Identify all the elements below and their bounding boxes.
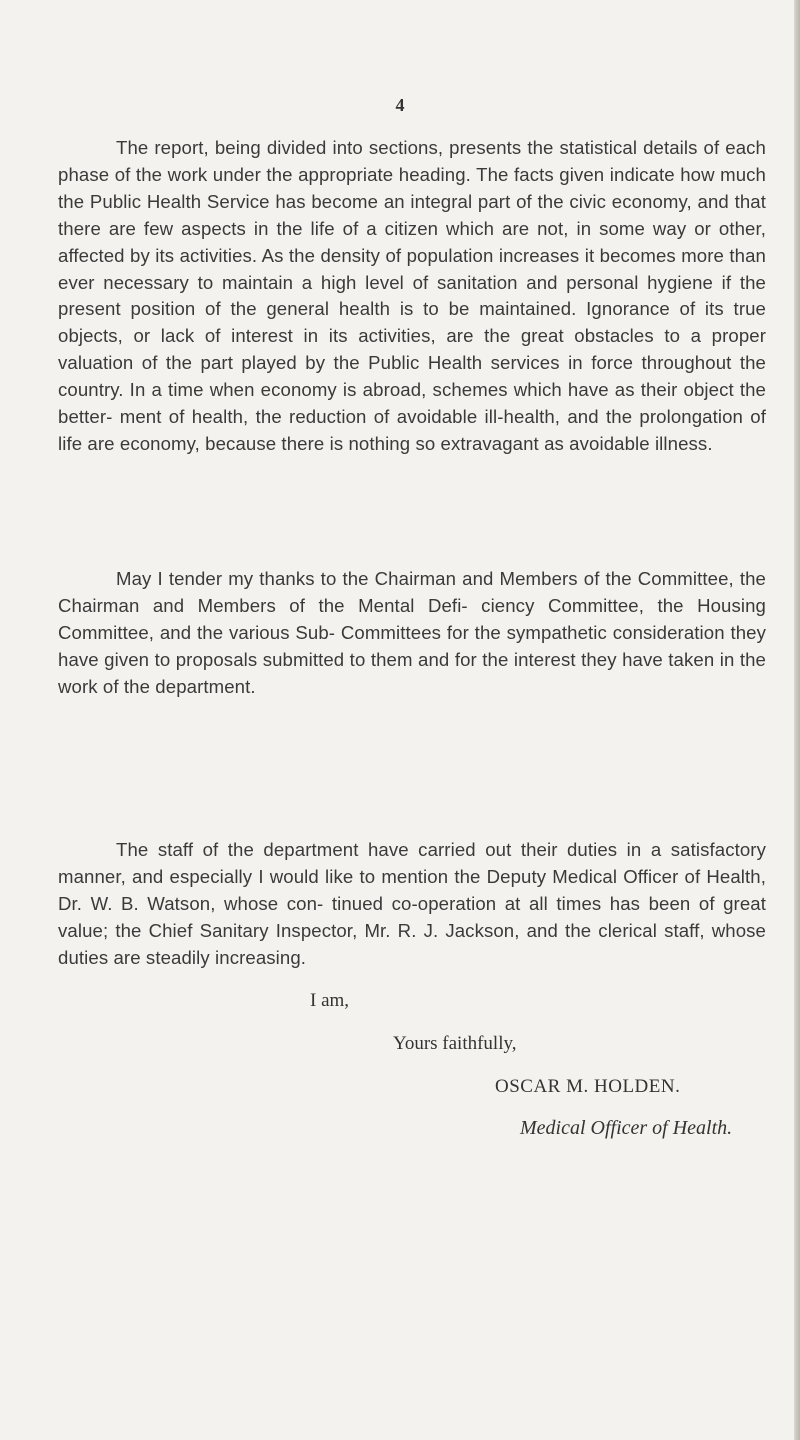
page-number: 4 (395, 95, 405, 115)
closing-valediction: Yours faithfully, (393, 1033, 517, 1054)
paragraph-thanks: May I tender my thanks to the Chairman and Members of the Committee, the Chairman and Members of the Mental Defi- ciency Committee, the Housing Committee, and the various Sub- Committees for the sympathetic consideration they have given to proposals submitted to them and for the interest they have taken in the work of the department. (58, 568, 766, 697)
paragraph-report-summary: The report, being divided into sections, presents the statistical details of each phase of the work under the appropriate heading. The facts given indicate how much the Public Health Service has become an integral part of the civic economy, and that there are few aspects in the life of a citizen which are not, in some way or other, affected by its activities. As the density of population increases it becomes more than ever necessary to maintain a high level of sanitation and personal hygiene if the present position of the general health is to be maintained. Ignorance of its true objects, or lack of interest in its activities, are the great obstacles to a proper valuation of the part played by the Public Health services in force throughout the country. In a time when economy is abroad, schemes which have as their object the better- ment of health, the reduction of avoidable ill-health, and the prolongation of life are economy, because there is nothing so extravagant as avoidable illness. (58, 137, 766, 454)
signatory-title: Medical Officer of Health. (520, 1117, 733, 1139)
page-edge (794, 0, 800, 1440)
closing-salutation: I am, (310, 990, 350, 1011)
signatory-name: OSCAR M. HOLDEN. (495, 1076, 681, 1097)
paragraph-staff: The staff of the department have carried out their duties in a satisfactory manner, and especially I would like to mention the Deputy Medical Officer of Health, Dr. W. B. Watson, whose con- tinued co-operation at all times has been of great value; the Chief Sanitary Inspector, Mr. R. J. Jackson, and the clerical staff, whose duties are steadily increasing. (58, 839, 766, 968)
